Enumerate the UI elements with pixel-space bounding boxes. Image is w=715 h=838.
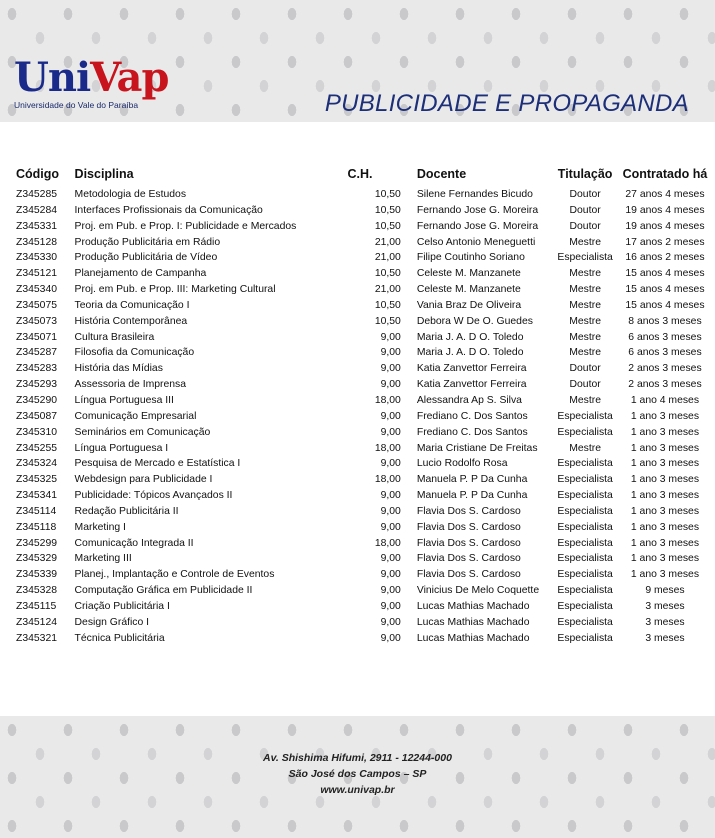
- cell-discipline: Cultura Brasileira: [74, 331, 155, 343]
- cell-teacher: Alessandra Ap S. Silva: [416, 394, 522, 406]
- cell-title: Doutor: [569, 189, 601, 200]
- cell-hired: 9 meses: [645, 585, 685, 597]
- cell-title: Especialista: [557, 521, 613, 533]
- cell-title: Mestre: [569, 236, 601, 248]
- table-row: [0, 504, 715, 520]
- cell-hired: 1 ano 3 meses: [630, 442, 700, 454]
- cell-hours: 21,00: [374, 284, 401, 296]
- cell-code: Z345310: [16, 426, 58, 438]
- table-row: [0, 599, 715, 615]
- cell-code: Z345325: [16, 474, 58, 486]
- cell-discipline: Filosofia da Comunicação: [74, 347, 195, 359]
- table-header-row: [0, 160, 715, 187]
- cell-teacher: Manuela P. P Da Cunha: [416, 474, 528, 486]
- cell-teacher: Fernando Jose G. Moreira: [416, 204, 539, 216]
- cell-hired: 6 anos 3 meses: [628, 347, 702, 359]
- cell-code: Z345075: [16, 299, 58, 311]
- table-row: [0, 536, 715, 552]
- cell-title: Especialista: [557, 426, 613, 438]
- cell-title: Doutor: [569, 379, 601, 391]
- cell-code: Z345290: [16, 394, 58, 406]
- table-row: [0, 615, 715, 631]
- cell-hours: 9,00: [380, 553, 401, 565]
- table-row: [0, 250, 715, 266]
- cell-discipline: Técnica Publicitária: [74, 632, 165, 644]
- cell-code: Z345287: [16, 347, 58, 359]
- cell-hours: 10,50: [374, 315, 401, 327]
- cell-hired: 1 ano 3 meses: [630, 490, 700, 502]
- cell-hours: 9,00: [380, 363, 401, 375]
- cell-teacher: Lucio Rodolfo Rosa: [416, 458, 508, 470]
- table-row: [0, 409, 715, 425]
- cell-hired: 2 anos 3 meses: [628, 379, 702, 391]
- cell-code: Z345255: [16, 442, 58, 454]
- cell-hours: 10,50: [374, 268, 401, 280]
- header-discipline: Disciplina: [74, 166, 134, 181]
- cell-teacher: Maria Cristiane De Freitas: [416, 442, 538, 454]
- cell-hired: 3 meses: [645, 632, 685, 644]
- footer-city: São José dos Campos – SP: [288, 768, 427, 780]
- table-row: [0, 330, 715, 346]
- cell-teacher: Flavia Dos S. Cardoso: [416, 505, 521, 517]
- cell-hours: 18,00: [374, 394, 401, 406]
- header-hours: C.H.: [347, 166, 373, 181]
- cell-hired: 3 meses: [645, 600, 685, 612]
- cell-hours: 9,00: [380, 426, 401, 438]
- cell-hours: 9,00: [380, 585, 401, 597]
- cell-hours: 18,00: [374, 537, 401, 549]
- table-row: [0, 551, 715, 567]
- cell-hired: 2 anos 3 meses: [628, 363, 702, 375]
- faculty-table-container: [0, 160, 715, 646]
- cell-code: Z345283: [16, 363, 58, 375]
- header-hired: Contratado há: [622, 166, 708, 181]
- cell-discipline: Proj. em Pub. e Prop. III: Marketing Cultural: [74, 284, 276, 296]
- cell-hours: 9,00: [380, 347, 401, 359]
- cell-hours: 9,00: [380, 379, 401, 391]
- cell-title: Mestre: [569, 394, 601, 406]
- cell-code: Z345073: [16, 315, 58, 327]
- cell-code: Z345121: [16, 268, 58, 280]
- cell-hired: 27 anos 4 meses: [625, 189, 705, 200]
- table-row: [0, 567, 715, 583]
- cell-hired: 15 anos 4 meses: [625, 284, 705, 296]
- cell-hours: 9,00: [380, 521, 401, 533]
- cell-code: Z345328: [16, 585, 58, 597]
- cell-teacher: Flavia Dos S. Cardoso: [416, 553, 521, 565]
- cell-teacher: Maria J. A. D O. Toledo: [416, 331, 524, 343]
- table-row: [0, 583, 715, 599]
- cell-hired: 1 ano 4 meses: [630, 394, 700, 406]
- cell-discipline: Publicidade: Tópicos Avançados II: [74, 490, 233, 502]
- table-row: [0, 361, 715, 377]
- cell-discipline: Língua Portuguesa III: [74, 394, 174, 406]
- cell-discipline: Redação Publicitária II: [74, 505, 179, 517]
- cell-title: Mestre: [569, 347, 601, 359]
- footer-website[interactable]: www.univap.br: [320, 784, 395, 796]
- cell-discipline: Língua Portuguesa I: [74, 442, 169, 454]
- cell-title: Mestre: [569, 299, 601, 311]
- cell-hours: 9,00: [380, 458, 401, 470]
- cell-discipline: Metodologia de Estudos: [74, 189, 187, 200]
- cell-hours: 10,50: [374, 189, 401, 200]
- cell-code: Z345293: [16, 379, 58, 391]
- cell-hours: 9,00: [380, 632, 401, 644]
- cell-discipline: Comunicação Integrada II: [74, 537, 194, 549]
- cell-code: Z345324: [16, 458, 58, 470]
- cell-title: Mestre: [569, 442, 601, 454]
- cell-title: Mestre: [569, 268, 601, 280]
- cell-hired: 1 ano 3 meses: [630, 426, 700, 438]
- cell-code: Z345285: [16, 189, 58, 200]
- cell-hired: 17 anos 2 meses: [625, 236, 705, 248]
- cell-teacher: Flavia Dos S. Cardoso: [416, 569, 521, 581]
- cell-code: Z345128: [16, 236, 58, 248]
- page-footer: [0, 716, 715, 838]
- cell-title: Especialista: [557, 474, 613, 486]
- cell-discipline: Design Gráfico I: [74, 616, 150, 628]
- cell-hours: 18,00: [374, 474, 401, 486]
- cell-teacher: Maria J. A. D O. Toledo: [416, 347, 524, 359]
- cell-hired: 1 ano 3 meses: [630, 569, 700, 581]
- cell-title: Doutor: [569, 363, 601, 375]
- cell-discipline: Produção Publicitária em Rádio: [74, 236, 221, 248]
- cell-code: Z345115: [16, 600, 57, 612]
- table-row: [0, 235, 715, 251]
- cell-discipline: Interfaces Profissionais da Comunicação: [74, 204, 263, 216]
- logo-mark: [14, 54, 169, 101]
- cell-code: Z345284: [16, 204, 58, 216]
- cell-discipline: Proj. em Pub. e Prop. I: Publicidade e Mercados: [74, 220, 297, 232]
- table-row: [0, 314, 715, 330]
- cell-hired: 19 anos 4 meses: [625, 220, 705, 232]
- cell-title: Especialista: [557, 410, 613, 422]
- table-row: [0, 393, 715, 409]
- cell-discipline: Produção Publicitária de Vídeo: [74, 252, 218, 264]
- cell-code: Z345071: [16, 331, 58, 343]
- cell-hours: 9,00: [380, 490, 401, 502]
- cell-title: Doutor: [569, 204, 601, 216]
- cell-code: Z345330: [16, 252, 58, 264]
- cell-teacher: Vania Braz De Oliveira: [416, 299, 522, 311]
- cell-teacher: Katia Zanvettor Ferreira: [416, 363, 527, 375]
- cell-hired: 19 anos 4 meses: [625, 204, 705, 216]
- cell-hired: 3 meses: [645, 616, 685, 628]
- header-code: Código: [16, 166, 60, 181]
- cell-discipline: Criação Publicitária I: [74, 600, 170, 612]
- table-row: [0, 187, 715, 203]
- cell-discipline: Marketing I: [74, 521, 126, 533]
- cell-title: Especialista: [557, 505, 613, 517]
- cell-title: Especialista: [557, 252, 613, 264]
- logo-text-vap: Vap: [90, 54, 169, 101]
- cell-teacher: Vinicius De Melo Coquette: [416, 585, 540, 597]
- cell-title: Especialista: [557, 553, 613, 565]
- cell-hired: 1 ano 3 meses: [630, 458, 700, 470]
- header-teacher: Docente: [416, 166, 467, 181]
- cell-title: Especialista: [557, 600, 613, 612]
- cell-title: Especialista: [557, 569, 613, 581]
- univap-logo[interactable]: [14, 54, 169, 110]
- cell-code: Z345340: [16, 284, 58, 296]
- footer-address-block: [0, 750, 715, 798]
- cell-teacher: Fernando Jose G. Moreira: [416, 220, 539, 232]
- footer-address: Av. Shishima Hifumi, 2911 - 12244-000: [263, 752, 452, 764]
- cell-teacher: Frediano C. Dos Santos: [416, 410, 528, 422]
- table-row: [0, 219, 715, 235]
- cell-code: Z345321: [16, 632, 58, 644]
- table-row: [0, 282, 715, 298]
- cell-hired: 15 anos 4 meses: [625, 299, 705, 311]
- table-row: [0, 520, 715, 536]
- cell-hours: 10,50: [374, 299, 401, 311]
- cell-code: Z345329: [16, 553, 58, 565]
- cell-discipline: Marketing III: [74, 553, 132, 565]
- cell-discipline: Teoria da Comunicação I: [74, 299, 190, 311]
- logo-subtitle: Universidade do Vale do Paraíba: [14, 100, 139, 110]
- table-row: [0, 377, 715, 393]
- cell-hired: 15 anos 4 meses: [625, 268, 705, 280]
- cell-title: Especialista: [557, 490, 613, 502]
- cell-discipline: História Contemporânea: [74, 315, 188, 327]
- cell-hours: 21,00: [374, 236, 401, 248]
- cell-discipline: Webdesign para Publicidade I: [74, 474, 213, 486]
- cell-teacher: Debora W De O. Guedes: [416, 315, 533, 327]
- cell-code: Z345299: [16, 537, 58, 549]
- cell-code: Z345118: [16, 521, 57, 533]
- table-row: [0, 472, 715, 488]
- cell-discipline: Assessoria de Imprensa: [74, 379, 187, 391]
- cell-teacher: Lucas Mathias Machado: [416, 616, 530, 628]
- cell-code: Z345114: [16, 505, 57, 517]
- cell-discipline: Planej., Implantação e Controle de Eventos: [74, 569, 275, 581]
- cell-hired: 8 anos 3 meses: [628, 315, 702, 327]
- cell-hours: 18,00: [374, 442, 401, 454]
- cell-hired: 1 ano 3 meses: [630, 537, 700, 549]
- cell-hired: 1 ano 3 meses: [630, 521, 700, 533]
- cell-code: Z345124: [16, 616, 58, 628]
- cell-discipline: Computação Gráfica em Publicidade II: [74, 585, 253, 597]
- cell-hours: 9,00: [380, 331, 401, 343]
- cell-discipline: Seminários em Comunicação: [74, 426, 211, 438]
- cell-hours: 9,00: [380, 569, 401, 581]
- cell-code: Z345339: [16, 569, 58, 581]
- cell-hired: 1 ano 3 meses: [630, 553, 700, 565]
- table-row: [0, 425, 715, 441]
- table-row: [0, 266, 715, 282]
- logo-text-uni: Uni: [14, 54, 91, 101]
- table-body: [0, 187, 715, 646]
- cell-title: Especialista: [557, 616, 613, 628]
- table-row: [0, 456, 715, 472]
- page-title: PUBLICIDADE E PROPAGANDA: [324, 90, 689, 117]
- cell-code: Z345331: [16, 220, 58, 232]
- cell-title: Mestre: [569, 284, 601, 296]
- cell-hired: 1 ano 3 meses: [630, 474, 700, 486]
- cell-title: Especialista: [557, 537, 613, 549]
- cell-title: Doutor: [569, 220, 601, 232]
- table-row: [0, 345, 715, 361]
- cell-teacher: Celso Antonio Meneguetti: [416, 236, 536, 248]
- table-row: [0, 488, 715, 504]
- table-row: [0, 441, 715, 457]
- cell-hired: 16 anos 2 meses: [625, 252, 705, 264]
- cell-title: Especialista: [557, 458, 613, 470]
- page-header: [0, 0, 715, 122]
- cell-teacher: Flavia Dos S. Cardoso: [416, 537, 521, 549]
- faculty-table: [0, 160, 715, 646]
- cell-teacher: Celeste M. Manzanete: [416, 284, 521, 296]
- cell-teacher: Filipe Coutinho Soriano: [416, 252, 525, 264]
- cell-hours: 9,00: [380, 410, 401, 422]
- cell-hours: 9,00: [380, 600, 401, 612]
- cell-hired: 1 ano 3 meses: [630, 410, 700, 422]
- cell-discipline: Comunicação Empresarial: [74, 410, 197, 422]
- header-title: Titulação: [557, 166, 613, 181]
- cell-discipline: História das Mídias: [74, 363, 163, 375]
- cell-hours: 10,50: [374, 204, 401, 216]
- cell-discipline: Planejamento de Campanha: [74, 268, 207, 280]
- cell-teacher: Frediano C. Dos Santos: [416, 426, 528, 438]
- cell-teacher: Manuela P. P Da Cunha: [416, 490, 528, 502]
- cell-title: Mestre: [569, 331, 601, 343]
- cell-discipline: Pesquisa de Mercado e Estatística I: [74, 458, 241, 470]
- cell-teacher: Silene Fernandes Bicudo: [416, 189, 533, 200]
- cell-code: Z345341: [16, 490, 58, 502]
- cell-code: Z345087: [16, 410, 58, 422]
- cell-title: Mestre: [569, 315, 601, 327]
- table-row: [0, 631, 715, 647]
- cell-hired: 1 ano 3 meses: [630, 505, 700, 517]
- cell-hired: 6 anos 3 meses: [628, 331, 702, 343]
- cell-hours: 9,00: [380, 505, 401, 517]
- cell-title: Especialista: [557, 585, 613, 597]
- cell-hours: 21,00: [374, 252, 401, 264]
- table-row: [0, 298, 715, 314]
- cell-teacher: Lucas Mathias Machado: [416, 632, 530, 644]
- table-row: [0, 203, 715, 219]
- cell-hours: 9,00: [380, 616, 401, 628]
- cell-teacher: Celeste M. Manzanete: [416, 268, 521, 280]
- cell-teacher: Lucas Mathias Machado: [416, 600, 530, 612]
- cell-title: Especialista: [557, 632, 613, 644]
- cell-teacher: Flavia Dos S. Cardoso: [416, 521, 521, 533]
- cell-teacher: Katia Zanvettor Ferreira: [416, 379, 527, 391]
- cell-hours: 10,50: [374, 220, 401, 232]
